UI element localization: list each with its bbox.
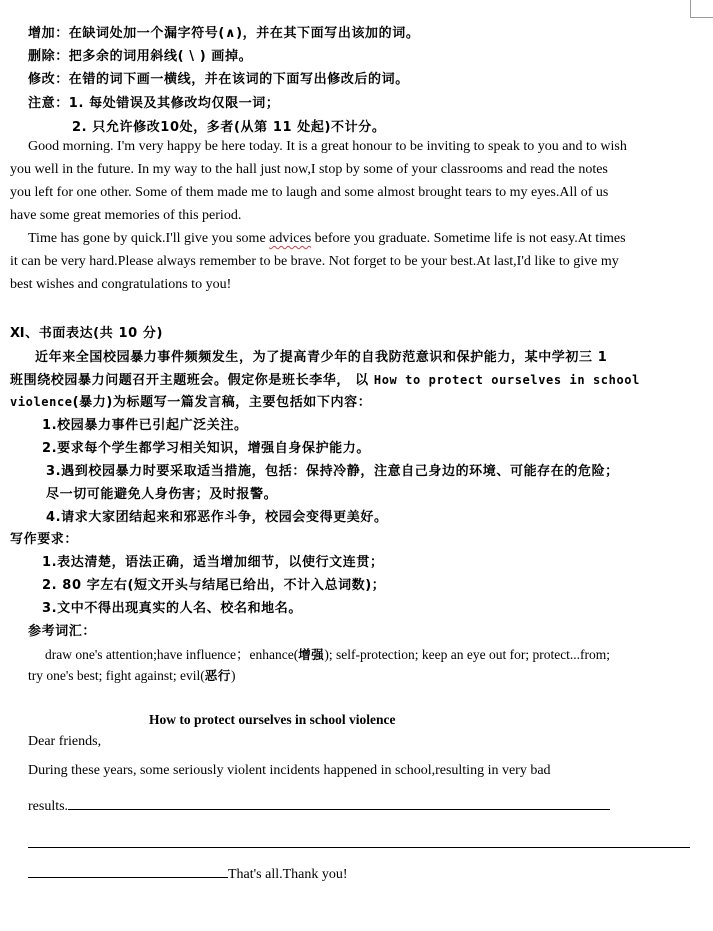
passage-line: have some great memories of this period.	[10, 208, 242, 223]
answer-blank[interactable]	[28, 865, 228, 878]
requirements-heading: 写作要求：	[10, 532, 79, 547]
vocab-text: draw one's attention;have influence；	[45, 647, 250, 662]
requirement-item: 1.表达清楚，语法正确，适当增加细节，以使行文连贯；	[42, 555, 384, 570]
content-point: 2.要求每个学生都学习相关知识，增强自身保护能力。	[42, 441, 370, 456]
vocab-heading: 参考词汇：	[28, 624, 97, 639]
task-intro-line	[10, 369, 640, 388]
passage-line: it can be very hard.Please always remember to be brave. Not forget to be your best.At last,I'd like to give my	[10, 254, 619, 269]
content-point: 3.遇到校园暴力时要采取适当措施，包括：保持冷静，注意自己身边的环境、可能存在的危险；	[46, 464, 619, 479]
vocab-text: )	[230, 668, 236, 683]
vocab-text: ); self-protection; keep an eye out for; protect...from;	[324, 647, 611, 662]
instruction-modify: 修改：在错的词下画一横线，并在该词的下面写出修改后的词。	[28, 72, 409, 87]
essay-topic-title: violence	[10, 395, 73, 409]
instruction-delete: 删除：把多余的词用斜线( \ ) 画掉。	[28, 49, 253, 64]
vocab-line	[45, 643, 610, 663]
content-point: 1.校园暴力事件已引起广泛关注。	[42, 418, 248, 433]
passage-line	[28, 231, 626, 247]
task-intro-line: 近年来全国校园暴力事件频频发生，为了提高青少年的自我防范意识和保护能力，某中学初三 1	[35, 350, 608, 365]
task-intro-line	[10, 391, 371, 410]
section-title: 、书面表达(共 10 分)	[25, 326, 163, 341]
instruction-note-2: 2. 只允许修改10处，多者(从第 11 处起)不计分。	[72, 120, 386, 135]
intro-text: 班围绕校园暴力问题召开主题班会。假定你是班长李华， 以	[10, 373, 369, 388]
essay-greeting: Dear friends,	[28, 734, 102, 749]
essay-closing: That's all.Thank you!	[228, 867, 348, 882]
essay-topic-title: How to protect ourselves in school	[373, 373, 640, 387]
essay-results-line	[28, 797, 610, 815]
results-word: results.	[28, 799, 69, 814]
essay-opening: During these years, some seriously violent incidents happened in school,resulting in very bad	[28, 763, 551, 778]
requirement-item: 2. 80 字左右(短文开头与结尾已给出，不计入总词数)；	[42, 578, 386, 593]
page-corner-mark	[690, 0, 691, 18]
passage-text: Time has gone by quick.I'll give you some	[28, 231, 270, 246]
essay-closing-line	[28, 865, 348, 883]
intro-text: (暴力)为标题写一篇发言稿，主要包括如下内容：	[72, 395, 372, 410]
section-heading	[10, 322, 163, 341]
requirement-item: 3.文中不得出现真实的人名、校名和地名。	[42, 601, 302, 616]
content-point: 4.请求大家团结起来和邪恶作斗争，校园会变得更美好。	[46, 510, 388, 525]
page-corner-mark-h	[690, 17, 713, 18]
content-point: 尽一切可能避免人身伤害；及时报警。	[46, 487, 278, 502]
vocab-line	[28, 666, 235, 684]
passage-line: you left for one other. Some of them made me to laugh and some almost brought tears to my eyes.All of us	[10, 185, 609, 200]
answer-blank[interactable]	[68, 797, 610, 810]
passage-line: best wishes and congratulations to you!	[10, 277, 232, 292]
instruction-add: 增加：在缺词处加一个漏字符号(∧)，并在其下面写出该加的词。	[28, 26, 420, 41]
section-numeral: Ⅺ	[10, 326, 26, 341]
passage-text: before you graduate. Sometime life is not easy.At times	[311, 231, 626, 246]
passage-line: you well in the future. In my way to the hall just now,I stop by some of your classrooms and read the notes	[10, 162, 608, 177]
instruction-note-1: 注意：1. 每处错误及其修改均仅限一词；	[28, 96, 280, 111]
vocab-text: enhance(	[249, 647, 299, 662]
spellcheck-flagged-word: advices	[269, 231, 312, 246]
vocab-gloss: 增强	[298, 647, 325, 662]
passage-line: Good morning. I'm very happy be here today. It is a great honour to be inviting to speak to you and to wish	[28, 139, 627, 154]
essay-title: How to protect ourselves in school violence	[149, 712, 396, 727]
answer-blank-line[interactable]	[28, 847, 690, 848]
vocab-text: try one's best; fight against; evil(	[28, 668, 205, 683]
vocab-gloss: 恶行	[204, 668, 231, 683]
